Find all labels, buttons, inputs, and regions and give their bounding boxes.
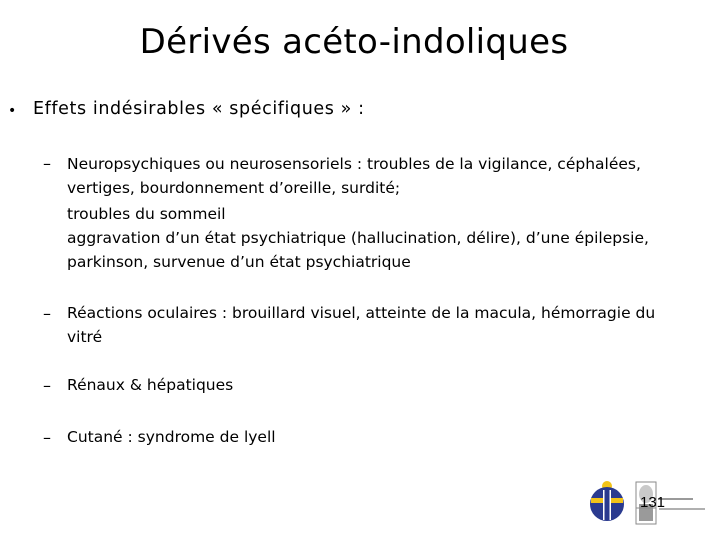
main-bullet-text: Effets indésirables « spécifiques » : [33,99,365,119]
sub-item-line: troubles du sommeil [67,205,226,223]
sub-item-line: Réactions oculaires : brouillard visuel, atteinte de la macula, hémorragie du [67,304,656,322]
bullet-marker: • [8,103,17,119]
sub-item-line: vitré [67,328,103,346]
sub-item-line: Rénaux & hépatiques [67,376,234,394]
logo-figure-icon [590,481,624,521]
sub-bullet-dash: – [43,376,51,395]
sub-item-cutane [67,425,707,449]
sub-item-renaux [67,373,707,397]
page-number: 131 [640,494,666,511]
sub-item-oculaires [67,301,707,349]
sub-item-line: parkinson, survenue d’un état psychiatrique [67,253,411,271]
sub-item-line: aggravation d’un état psychiatrique (hallucination, délire), d’une épilepsie, [67,229,649,247]
sub-item-neuro [67,152,707,274]
sub-item-line: vertiges, bourdonnement d’oreille, surdité; [67,179,401,197]
sub-bullet-dash: – [43,304,51,323]
logo-wordmark-icon [659,498,705,510]
sub-bullet-dash: – [43,154,51,173]
sub-item-line: Neuropsychiques ou neurosensoriels : troubles de la vigilance, céphalées, [67,155,641,173]
sub-item-line: Cutané : syndrome de lyell [67,428,276,446]
sub-bullet-dash: – [43,428,51,447]
slide-title: Dérivés acéto-indoliques [139,22,569,62]
